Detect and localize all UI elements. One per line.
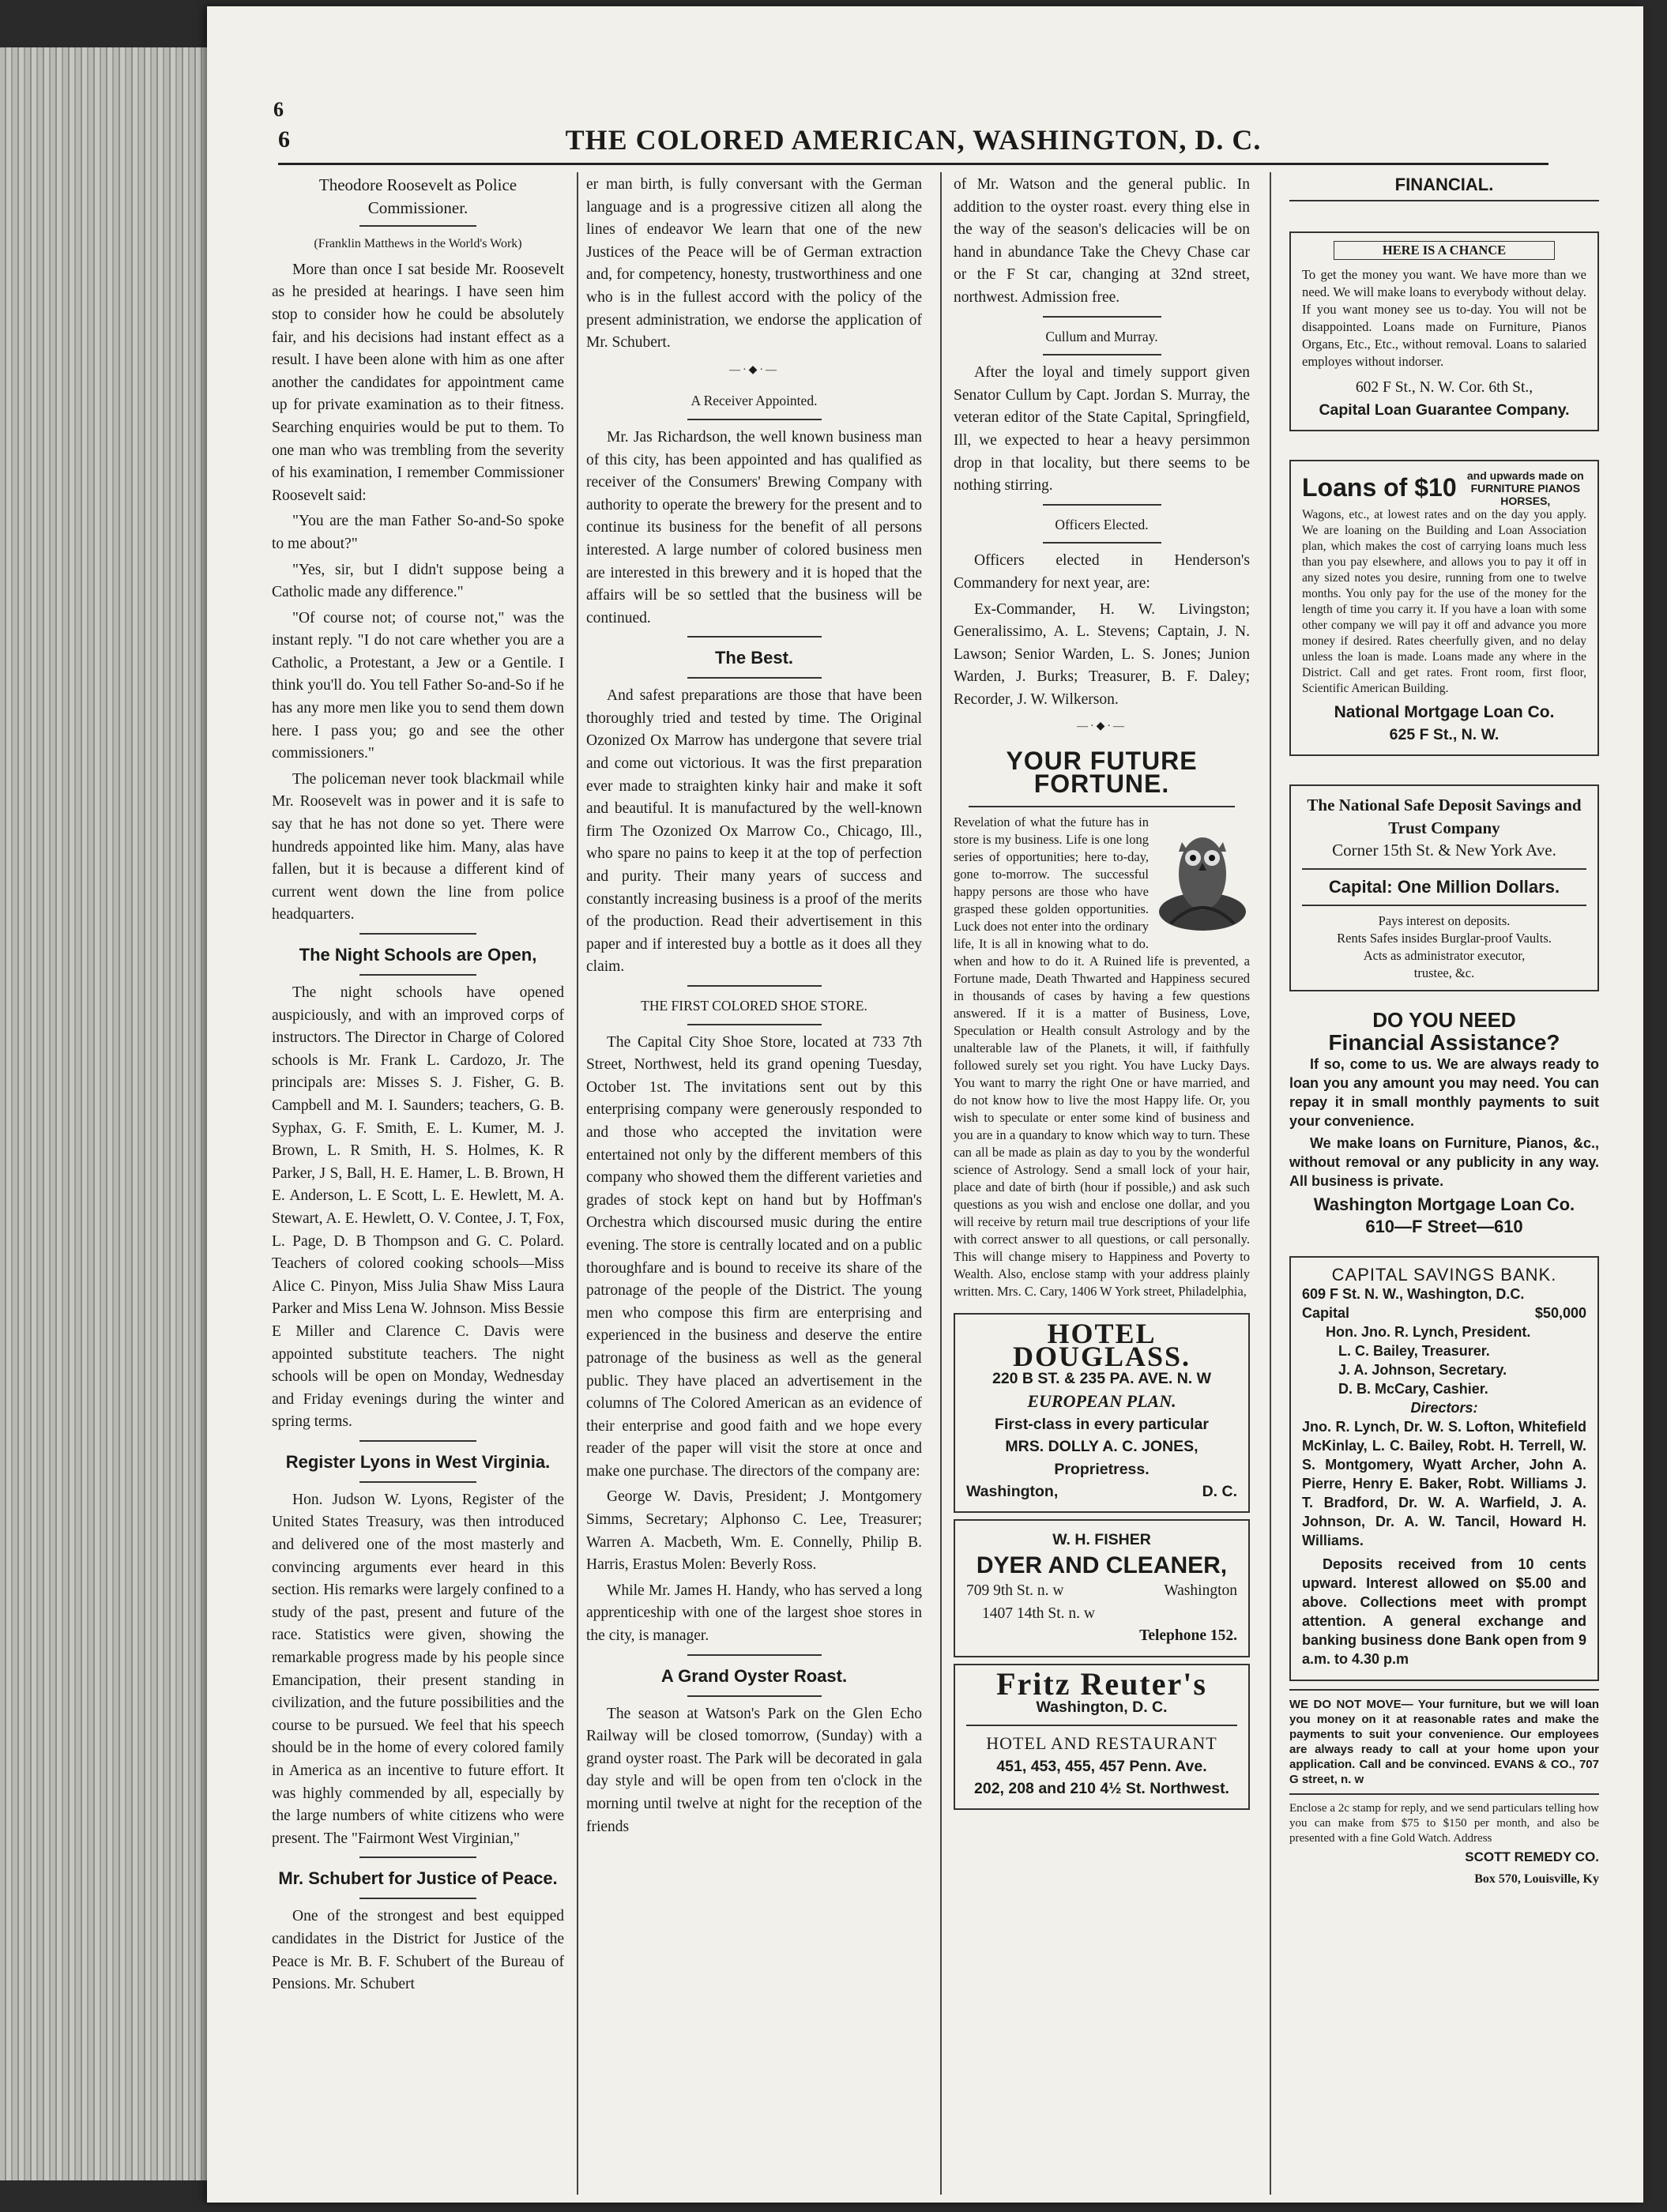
column-rule: [1270, 172, 1271, 2195]
divider: [1043, 542, 1161, 544]
divider: [359, 933, 476, 935]
column-4: [1289, 174, 1599, 2196]
paragraph: And safest preparations are those that have been thoroughly tried and tested by time. The Original Ozonized Ox Marrow has undergone that severe trial and come out victorious. It was the first preparation ever made to straighten kinky hair and make it soft and beautiful. It is manufactured by the well-known firm The Ozonized Ox Marrow Co., Chicago, Ill., who spare no pains to keep it at the top of perfection and purity. Their many years of success and constantly increasing business is a proof of the merits of the production. Read their advertisement in this paper and if interested buy a bottle as it does all they claim.: [586, 687, 922, 976]
column-rule: [940, 172, 942, 2195]
reuter-city: Washington, D. C.: [1036, 1698, 1168, 1716]
paragraph: er man birth, is fully conversant with the German language and is a progressive citizen all along the lines of endeavor We learn that one of the new Justices of the Peace will be of German extraction and, for competency, honesty, trustworthiness and one who is in the fullest accord with the policy of the present administration, we endorse the application of Mr. Schubert.: [586, 176, 922, 352]
bank-title: CAPITAL SAVINGS BANK.: [1331, 1264, 1557, 1285]
paragraph: The night schools have opened auspiciously, and with an improved corps of instructors. The Director in Charge of Colored schools is Mr. Frank L. Cardozo, Jr. The principals are: Misses S. J. Fisher, G. B. Campbell and M. I. Saunders; teachers, G. B. Syphax, G. F. Smith, E. L. Kumer, M. J. Brown, L. R Smith, H. S. Holmes, K. R Parker, J S, Ball, H. E. Hamer, L. B. Brown, H E. Anderson, L. E Scott, L. E. Hewlett, M. A. Stewart, A. E. Hewlett, O. V. Contee, J. T, Fox, L. Page, D. B Thompson and G. C. Polard. Teachers of colored cooking schools—Miss Alice C. Pinyon, Miss Julia Shaw Miss Laura Parker and Miss Lena W. Johnson. Miss Bessie E Miller and Clarence C. Davis were appointed substitute teachers. The night schools will be open on Monday, Wednesday and Friday evenings during the winter and spring terms.: [272, 984, 564, 1431]
ad-address: 610—F Street—610: [1365, 1217, 1523, 1237]
ad-address: 625 F St., N. W.: [1389, 726, 1500, 744]
newspaper-page: [207, 6, 1643, 2203]
fortune-ad: [954, 814, 1250, 1300]
bank-capital-label: Capital: [1302, 1304, 1350, 1321]
ad-line: Pays interest on deposits.: [1378, 913, 1511, 929]
reuter-ad: [954, 1664, 1250, 1810]
section-heading: FINANCIAL.: [1394, 175, 1494, 194]
safe-deposit-ad: [1289, 784, 1599, 991]
article-heading: Mr. Schubert for Justice of Peace.: [278, 1868, 558, 1889]
ad-text: To get the money you want. We have more than we need. We will make loans to everybody without delay. If you want money see us to-day. You will not be disappointed. Loans made on Furniture, Pianos Organs, Etc., Etc., without removal. Loans to salaried employes without indorser.: [1302, 266, 1586, 369]
ornament-divider: —·◆·—: [728, 363, 780, 376]
fisher-name: W. H. FISHER: [1052, 1531, 1151, 1548]
paragraph: "You are the man Father So-and-So spoke to me about?": [272, 513, 564, 552]
owl-illustration: [1155, 817, 1250, 935]
scott-ad-text: Enclose a 2c stamp for reply, and we send particulars telling how you can make from $75 to $150 per month, and also be presented with a fine Gold Watch. Address: [1289, 1801, 1599, 1845]
divider: [687, 1654, 822, 1656]
column-3: [954, 174, 1250, 2196]
divider: [966, 1725, 1237, 1726]
divider: [1289, 1793, 1599, 1795]
article-source: (Franklin Matthews in the World's Work): [314, 237, 522, 251]
divider: [1289, 1689, 1599, 1691]
hotel-plan: EUROPEAN PLAN.: [1027, 1391, 1176, 1412]
fisher-address-2: 1407 14th St. n. w: [982, 1604, 1096, 1622]
column-2: [586, 174, 922, 2196]
article-heading: A Receiver Appointed.: [691, 393, 818, 409]
article-heading: The Best.: [714, 648, 794, 668]
divider: [1289, 200, 1599, 201]
hotel-role: Proprietress.: [1054, 1460, 1150, 1478]
hotel-name: HOTEL DOUGLASS.: [1012, 1318, 1191, 1372]
divider: [1302, 905, 1586, 906]
column-1: [272, 174, 564, 2196]
ad-text: We make loans on Furniture, Pianos, &c., without removal or any publicity in any way. All business is private.: [1289, 1134, 1599, 1189]
bank-capital-row: [1302, 1304, 1586, 1322]
masthead: [273, 98, 1548, 165]
ad-line: Acts as administrator executor,: [1363, 948, 1526, 964]
page-number: 6: [278, 126, 290, 152]
article-heading: A Grand Oyster Roast.: [660, 1665, 848, 1686]
paragraph: Mr. Jas Richardson, the well known business man of this city, has been appointed and has qualified as receiver of the Consumers' Brewing Company with authority to operate the brewery for the present and to continue its business for the benefit of all persons interested. A large number of colored business men are interested in this brewery and it is hoped that the affairs will be so settled that the business will be continued.: [586, 428, 922, 626]
reuter-address-2: 202, 208 and 210 4½ St. Northwest.: [974, 1780, 1229, 1798]
ad-address: 602 F St., N. W. Cor. 6th St.,: [1355, 378, 1533, 396]
ad-company: National Mortgage Loan Co.: [1334, 702, 1555, 721]
fisher-ad: [954, 1519, 1250, 1657]
ad-line: trustee, &c.: [1413, 965, 1475, 981]
bank-officer: Hon. Jno. R. Lynch, President.: [1326, 1323, 1531, 1340]
divider: [1043, 316, 1161, 318]
divider: [359, 974, 476, 976]
bank-capital-value: $50,000: [1534, 1304, 1586, 1321]
fisher-address-1: 709 9th St. n. w: [966, 1582, 1064, 1600]
ornament-divider: —·◆·—: [1076, 720, 1127, 733]
divider: [1043, 504, 1161, 506]
ad-title: Financial Assistance?: [1328, 1029, 1560, 1055]
paragraph: "Yes, sir, but I didn't suppose being a Catholic made any difference.": [272, 561, 564, 601]
bank-directors-label: Directors:: [1410, 1399, 1478, 1416]
fisher-city: Washington: [1164, 1582, 1237, 1600]
newspaper-title: THE COLORED AMERICAN, WASHINGTON, D. C.: [565, 124, 1262, 156]
capital-loan-ad: [1289, 231, 1599, 431]
divider: [687, 677, 822, 679]
divider: [359, 1440, 476, 1442]
ad-subtitle: and upwards made on FURNITURE PIANOS HORSES,: [1466, 468, 1584, 507]
divider: [687, 419, 822, 420]
capital-savings-bank-ad: [1289, 1256, 1599, 1681]
reuter-name: Fritz Reuter's: [996, 1665, 1207, 1702]
corner-page-mark: 6: [273, 98, 284, 121]
bank-text: Deposits received from 10 cents upward. Interest allowed on $5.00 and above. Collections meet with prompt attention. A general exchange and banking business done Bank open from 9 a.m. to 4.30 p.m: [1302, 1556, 1586, 1667]
ad-title: Loans of $10: [1302, 473, 1457, 502]
hotel-owner: MRS. DOLLY A. C. JONES,: [1005, 1438, 1199, 1456]
bank-officer: L. C. Bailey, Treasurer.: [1338, 1342, 1490, 1359]
book-page-edges: [0, 47, 213, 2180]
paragraph: Hon. Judson W. Lyons, Register of the United States Treasury, was then introduced and delivered one of the most masterly and convincing arguments ever heard in this section. His remarks were largely confined to a study of the past, present and future of the race. Statistics were given, showing the remarkable progress made by his people since Emancipation, their present standing in civilization, and the future possibilities and the course to be pursued. We feel that his speech should be in the home of every colored family in America as an incentive to future effort. It was highly commended by all, especially by the large numbers of white citizens who were present. The "Fairmont West Virginian,": [272, 1491, 564, 1847]
ad-heading: YOUR FUTURE FORTUNE.: [1006, 747, 1198, 798]
paragraph: After the loyal and timely support given Senator Cullum by Capt. Jordan S. Murray, the veteran editor of the State Capital, Springfield, Ill, we expected to hear a heavy persimmon drop in that locality, but there seems to be nothing stirring.: [954, 364, 1250, 495]
divider: [687, 1024, 822, 1025]
divider: [1302, 868, 1586, 870]
article-heading: The Night Schools are Open,: [299, 945, 537, 965]
hotel-city: Washington,: [966, 1483, 1059, 1501]
loans-ten-ad: [1289, 460, 1599, 756]
article-heading: THE FIRST COLORED SHOE STORE.: [641, 998, 867, 1014]
ad-text: If so, come to us. We are always ready to loan you any amount you may need. You can repay it in small monthly payments to suit your convenience.: [1289, 1055, 1599, 1129]
paragraph: George W. Davis, President; J. Montgomery Simms, Secretary; Alphonso C. Lee, Treasurer; Warren A. Macbeth, Wm. E. Connelly, Philip B. Harris, Erastus Molen: Beverly Ross.: [586, 1488, 922, 1574]
hotel-address: 220 B ST. & 235 PA. AVE. N. W: [992, 1370, 1212, 1388]
bank-officer: J. A. Johnson, Secretary.: [1338, 1361, 1507, 1378]
ad-title: DO YOU NEED: [1372, 1008, 1516, 1033]
paragraph: Ex-Commander, H. W. Livingston; Generalissimo, A. L. Stevens; Captain, J. N. Lawson; Senior Warden, L. S. Jones; Junion Warden, J. Burks; Treasurer, B. F. Daley; Recorder, J. W. Wilkerson.: [954, 600, 1250, 708]
mortgage-loan-ad: [1289, 1009, 1599, 1238]
paragraph: of Mr. Watson and the general public. In addition to the oyster roast. every thing else in the way of the season's delicacies will be on hand in abundance Take the Chevy Chase car or the F St car, changing at 32nd street, northwest. Admission free.: [954, 176, 1250, 306]
divider: [1043, 354, 1161, 356]
ad-address: Corner 15th St. & New York Ave.: [1332, 841, 1556, 860]
evans-ad: WE DO NOT MOVE— Your furniture, but we will loan you money on it at reasonable rates and make the payments to suit your convenience. Our employees are always ready to call at your home upon your application. Call and be convinced. EVANS & CO., 707 G street, n. w: [1289, 1697, 1599, 1786]
ad-capital: Capital: One Million Dollars.: [1328, 876, 1560, 897]
paragraph: "Of course not; of course not," was the instant reply. "I do not care whether you are a Catholic, a Protestant, a Jew or a Gentile. I think you'll do. You tell Father So-and-So if he has any more men like you to send them down here. I pass you; go and see the other commissioners.": [272, 609, 564, 762]
paragraph: More than once I sat beside Mr. Roosevelt as he presided at hearings. I have seen him stop to consider how he could be absolutely fair, and his decisions had instant effect as a result. I have been alone with him as one after another the candidates for appointment came up for private examination as to their fitness. Searching enquiries would be put to them. To one man who was trembling from the severity of his examination, I remember Commissioner Roosevelt said:: [272, 261, 564, 504]
column-rule: [577, 172, 578, 2195]
divider: [359, 1898, 476, 1899]
reuter-type: HOTEL AND RESTAURANT: [986, 1733, 1217, 1754]
fisher-trade: DYER AND CLEANER,: [976, 1552, 1228, 1578]
fortune-ad-text: Revelation of what the future has in store is my business. Life is one long series of opportunities; here to-day, gone to-morrow. The successful happy persons are those who have grasped these golden opportunities. Luck does not enter into the ordinary life, It is all in knowing what to do. when and how to do it. A Ruined life is prevented, a Fortune made, Death Thwarted and Happiness secured in thousands of cases by having a few questions answered. If it is a matter of Business, Love, Speculation or Health consult Astrology and by the unalterable law of the Planets, it will, if faithfully followed surely set you right. You have Lucky Days. You want to marry the right One or have married, and do not know how to live the most Happy life. Or, you wish to speculate or enter some kind of business and you are in a quandary to know which way to turn. These can all be made as plain as day to you by the wonderful science of Astrology. Send a small lock of your hair, place and date of birth (hour if possible,) and ask such questions as you wish and enclose one dollar, and you will receive by return mail true descriptions of your life with correct answer to all questions, or call personally. This will change misery to Happiness and Poverty to Wealth. Also, enclose stamp with your address plainly written. Mrs. C. Cary, 1406 W York street, Philadelphia,: [954, 814, 1250, 1300]
divider: [359, 1481, 476, 1483]
divider: [687, 636, 822, 638]
divider: [687, 985, 822, 987]
fisher-phone: Telephone 152.: [1139, 1627, 1237, 1645]
paragraph: While Mr. James H. Handy, who has served a long apprenticeship with one of the largest shoe stores in the city, is manager.: [586, 1582, 922, 1645]
reuter-address-1: 451, 453, 455, 457 Penn. Ave.: [996, 1757, 1207, 1775]
scott-ad-company: SCOTT REMEDY CO.: [1465, 1849, 1599, 1864]
article-heading: Officers Elected.: [1055, 516, 1149, 532]
scott-ad-address: Box 570, Louisville, Ky: [1474, 1872, 1599, 1887]
article-heading: Theodore Roosevelt as Police Commissioner.: [318, 175, 517, 217]
ad-title-row: [1302, 469, 1586, 507]
bank-address: 609 F St. N. W., Washington, D.C.: [1302, 1285, 1525, 1302]
hotel-douglass-ad: [954, 1313, 1250, 1513]
bank-directors: Jno. R. Lynch, Dr. W. S. Lofton, Whitefield McKinlay, L. C. Bailey, Robt. H. Terrell, W. S. Montgomery, Wyatt Archer, John A. Pierre, Henry E. Baker, Robt. Williams J. T. Bradford, Dr. W. A. Warfield, J. A. Johnson, Dr. A. W. Tancil, Howard H. Williams.: [1302, 1418, 1586, 1548]
hotel-dc: D. C.: [1202, 1483, 1237, 1501]
paragraph: The Capital City Shoe Store, located at 733 7th Street, Northwest, held its grand opening Tuesday, October 1st. The invitations sent out by this enterprising company were generously responded to and those who accepted the invitation were entertained not only by the different members of this company who showed them the different varieties and grades of stock kept on hand but by Hoffman's Orchestra which discoursed music during the entire evening. The store is centrally located and on a public thoroughfare and is bound to receive its share of the patronage of the people of the District. The young men who compose this firm are enterprising and experienced in the business and deserve the entire patronage of the business as well as the general public. They have placed an advertisement in the columns of The Colored American as an evidence of their enterprise and good faith and we hope every reader of the paper will visit the store at once and make one purchase. The directors of the company are:: [586, 1033, 922, 1480]
paragraph: The policeman never took blackmail while Mr. Roosevelt was in power and it is safe to say that he has not done so yet. There were hundreds appointed like him. Many, alas have fallen, but it is because a different kind of current went down the line from police headquarters.: [272, 770, 564, 924]
divider: [359, 1856, 476, 1858]
paragraph: Officers elected in Henderson's Commandery for next year, are:: [954, 552, 1250, 592]
hotel-city-line: [966, 1480, 1237, 1503]
bank-officer: D. B. McCary, Cashier.: [1338, 1380, 1488, 1397]
ad-company: Washington Mortgage Loan Co.: [1313, 1194, 1575, 1214]
ad-title: HERE IS A CHANCE: [1334, 241, 1555, 260]
fisher-address-line: [966, 1580, 1237, 1603]
ad-title: The National Safe Deposit Savings and Trust Company: [1307, 795, 1582, 837]
ad-line: Rents Safes insides Burglar-proof Vaults.: [1337, 931, 1552, 946]
hotel-line: First-class in every particular: [995, 1415, 1209, 1433]
divider: [969, 806, 1236, 807]
paragraph: The season at Watson's Park on the Glen Echo Railway will be closed tomorrow, (Sunday) with a grand oyster roast. The Park will be decorated in gala day style and will be open from ten o'clock in the morning until twelve at night for the reception of the friends: [586, 1705, 922, 1835]
divider: [359, 225, 476, 227]
article-heading: Cullum and Murray.: [1045, 328, 1158, 344]
paragraph: One of the strongest and best equipped candidates in the District for Justice of the Peace is Mr. B. F. Schubert of the Bureau of Pensions. Mr. Schubert: [272, 1908, 564, 1993]
ad-company: Capital Loan Guarantee Company.: [1319, 401, 1570, 419]
divider: [687, 1695, 822, 1697]
article-heading: Register Lyons in West Virginia.: [285, 1451, 551, 1472]
ad-text: Wagons, etc., at lowest rates and on the day you apply. We are loaning on the Building and Loan Association plan, which makes the cost of carrying loans much less than you pay elsewhere, and allows you to pay it off in any sized notes you desire, running from one to twelve months. You only pay for the use of the money for the length of time you carry it. If you have a loan with some other company we will pay it off and advance you more money if desired. Rates cheerfully given, and no delay unless the loan is made. Loans made any where in the District. Call and get rates. Front room, first floor, Scientific American Building.: [1302, 507, 1586, 695]
